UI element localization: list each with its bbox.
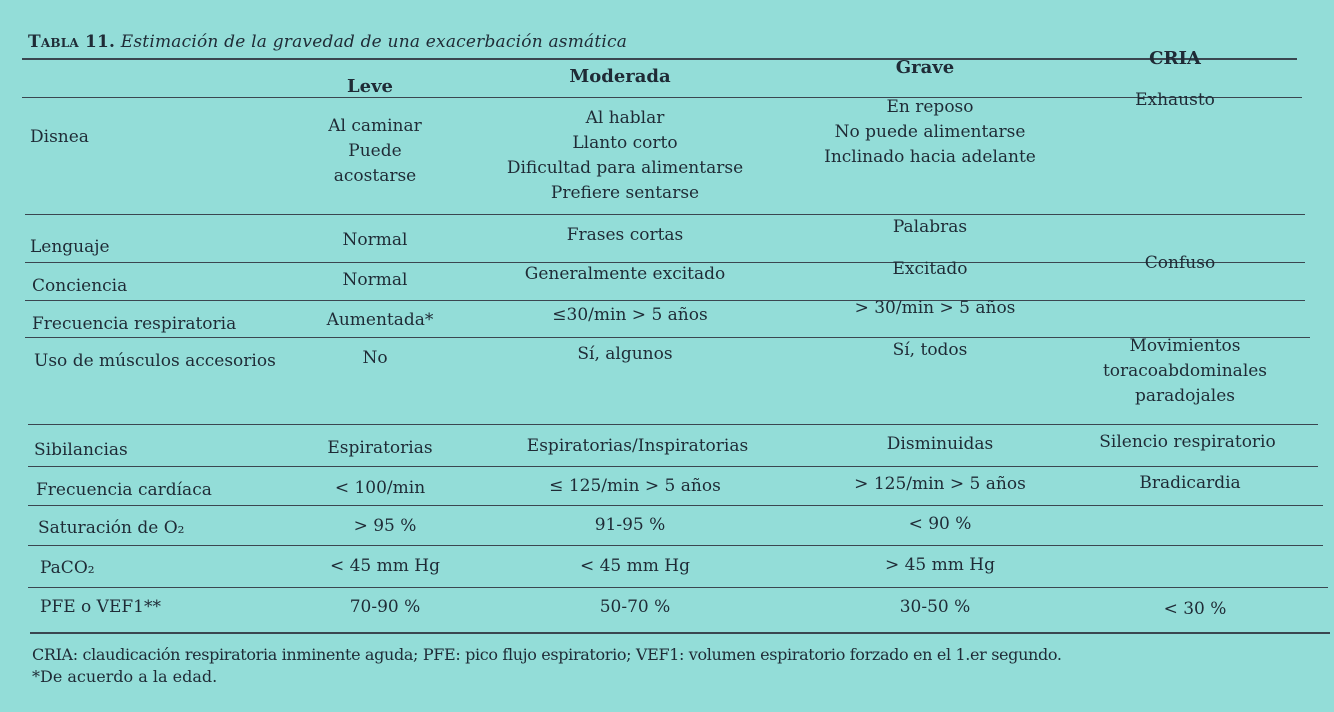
rule-row-5: [28, 424, 1318, 425]
row-label-pfe-vef1: PFE o VEF1**: [40, 597, 161, 617]
header-leve: Leve: [346, 76, 394, 97]
disnea-cria: Exhausto: [1135, 90, 1215, 110]
table-title: [28, 32, 627, 52]
conciencia-grave: Excitado: [892, 259, 968, 279]
musculos-leve: No: [362, 348, 388, 368]
lenguaje-grave: Palabras: [892, 217, 968, 237]
header-grave: Grave: [895, 57, 955, 78]
rule-row-7: [28, 505, 1323, 506]
pfe-grave: 30-50 %: [899, 597, 971, 617]
row-label-disnea: Disnea: [30, 127, 89, 147]
pfe-leve: 70-90 %: [349, 597, 421, 617]
paco2-leve: < 45 mm Hg: [329, 556, 441, 576]
sibilancias-cria: Silencio respiratorio: [1099, 432, 1276, 452]
row-label-musculos-accesorios: Uso de músculos accesorios: [34, 351, 276, 371]
row-label-paco2: PaCO₂: [40, 558, 95, 578]
fc-grave: > 125/min > 5 años: [854, 474, 1026, 494]
lenguaje-leve: Normal: [342, 230, 408, 250]
rule-row-9: [28, 587, 1328, 588]
sibilancias-leve: Espiratorias: [327, 438, 433, 458]
table-title-text: Estimación de la gravedad de una exacerbación asmática: [120, 32, 628, 52]
row-label-frecuencia-respiratoria: Frecuencia respiratoria: [32, 314, 237, 334]
row-label-frecuencia-cardiaca: Frecuencia cardíaca: [36, 480, 212, 500]
paco2-moderada: < 45 mm Hg: [579, 556, 691, 576]
musculos-moderada: Sí, algunos: [577, 344, 673, 364]
header-moderada: Moderada: [569, 66, 671, 87]
musculos-grave: Sí, todos: [892, 340, 968, 360]
musculos-cria: Movimientos toracoabdominales paradojales: [1102, 336, 1268, 406]
fc-cria: Bradicardia: [1139, 473, 1241, 493]
table-number: Tabla 11.: [28, 32, 116, 52]
rule-top: [22, 58, 1297, 60]
disnea-leve: Al caminar Puede acostarse: [328, 116, 422, 186]
row-label-sibilancias: Sibilancias: [34, 440, 128, 460]
disnea-moderada: Al hablar Llanto corto Dificultad para alimentarse Prefiere sentarse: [506, 108, 744, 203]
rule-row-3: [25, 300, 1305, 301]
saturacion-moderada: 91-95 %: [594, 515, 666, 535]
row-label-conciencia: Conciencia: [32, 276, 128, 296]
saturacion-grave: < 90 %: [908, 514, 972, 534]
rule-row-6: [28, 466, 1318, 467]
conciencia-leve: Normal: [342, 270, 408, 290]
rule-bottom: [30, 632, 1330, 634]
pfe-moderada: 50-70 %: [599, 597, 671, 617]
fc-leve: < 100/min: [334, 478, 426, 498]
fr-moderada: ≤30/min > 5 años: [552, 305, 708, 325]
sibilancias-moderada: Espiratorias/Inspiratorias: [526, 436, 749, 456]
conciencia-cria: Confuso: [1144, 253, 1216, 273]
sibilancias-grave: Disminuidas: [886, 434, 994, 454]
footnote-age: *De acuerdo a la edad.: [32, 667, 218, 686]
disnea-grave: En reposo No puede alimentarse Inclinado hacia adelante: [824, 97, 1036, 167]
lenguaje-moderada: Frases cortas: [566, 225, 684, 245]
conciencia-moderada: Generalmente excitado: [524, 264, 726, 284]
rule-row-8: [28, 545, 1323, 546]
fc-moderada: ≤ 125/min > 5 años: [549, 476, 721, 496]
pfe-cria: < 30 %: [1163, 599, 1227, 619]
fr-leve: Aumentada*: [326, 310, 434, 330]
row-label-saturacion: Saturación de O₂: [38, 518, 185, 538]
footnote-abbreviations: CRIA: claudicación respiratoria inminente aguda; PFE: pico flujo espiratorio; VEF1: volumen espiratorio forzado en el 1.er segundo.: [32, 645, 1062, 664]
rule-row-2: [25, 262, 1305, 263]
header-cria: CRIA: [1149, 48, 1201, 69]
fr-grave: > 30/min > 5 años: [854, 298, 1016, 318]
saturacion-leve: > 95 %: [353, 516, 417, 536]
rule-row-1: [25, 214, 1305, 215]
row-label-lenguaje: Lenguaje: [30, 237, 110, 257]
paco2-grave: > 45 mm Hg: [884, 555, 996, 575]
